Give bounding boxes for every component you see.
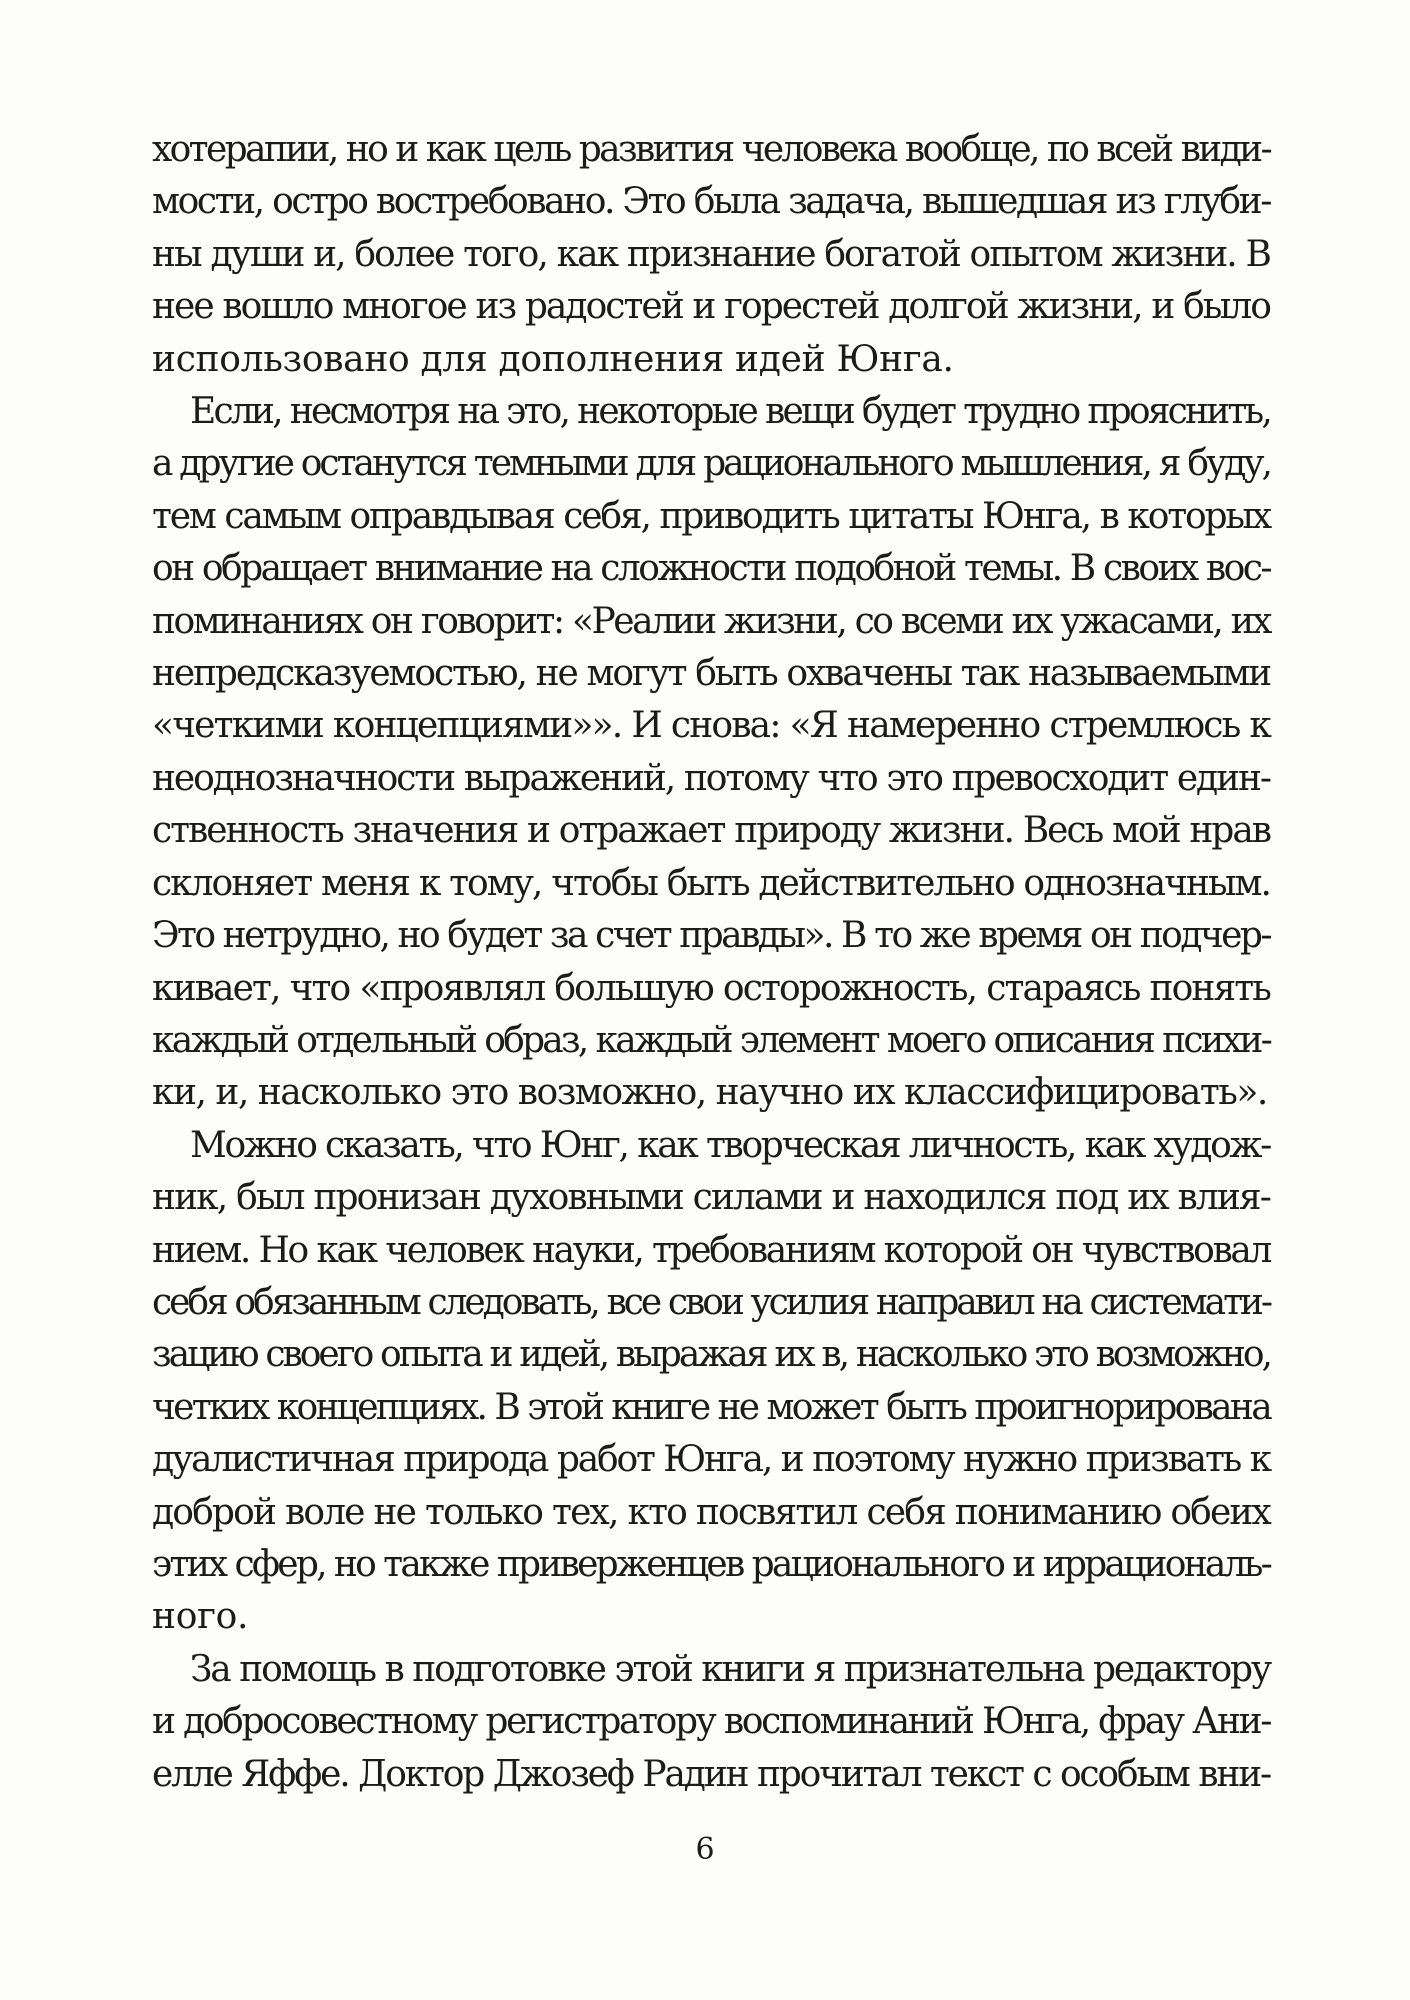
text-line: Если, несмотря на это, некоторые вещи будет трудно прояснить,	[190, 391, 1270, 433]
text-line: кивает, что «проявлял большую осторожность, стараясь понять	[152, 967, 1270, 1009]
text-line: поминаниях он говорит: «Реалии жизни, со всеми их ужасами, их	[152, 600, 1270, 642]
text-line: неоднозначности выражений, потому что это превосходит един-	[152, 757, 1270, 799]
text-line: ник, был пронизан духовными силами и находился под их влия-	[152, 1177, 1270, 1219]
text-line: непредсказуемостью, не могут быть охвачены так называемыми	[152, 653, 1270, 695]
text-line: склоняет меня к тому, чтобы быть действительно однозначным.	[152, 862, 1270, 904]
text-line: ственность значения и отражает природу жизни. Весь мой нрав	[152, 810, 1270, 852]
text-line: «четкими концепциями»». И снова: «Я намеренно стремлюсь к	[152, 705, 1270, 747]
text-line: четких концепциях. В этой книге не может быть проигнорирована	[152, 1386, 1270, 1428]
text-line: хотерапии, но и как цель развития человека вообще, по всей види-	[152, 129, 1270, 170]
text-line: этих сфер, но также приверженцев рационального и иррациональ-	[152, 1543, 1270, 1585]
text-line: ки, и, насколько это возможно, научно их классифицировать».	[152, 1072, 1267, 1114]
text-line: мости, остро востребовано. Это была задача, вышедшая из глуби-	[152, 181, 1270, 223]
text-line: использовано для дополнения идей Юнга.	[152, 338, 954, 380]
text-line: Можно сказать, что Юнг, как творческая личность, как худож-	[190, 1124, 1270, 1166]
page-number: 6	[695, 1832, 715, 1867]
text-line: доброй воле не только тех, кто посвятил себя пониманию обеих	[152, 1491, 1270, 1533]
text-line: зацию своего опыта и идей, выражая их в, насколько это возможно,	[152, 1334, 1270, 1376]
text-line: а другие останутся темными для рационального мышления, я буду,	[152, 443, 1270, 485]
text-line: ного.	[152, 1596, 249, 1638]
text-line: дуалистичная природа работ Юнга, и поэтому нужно призвать к	[152, 1439, 1270, 1481]
text-line: нее вошло многое из радостей и горестей долгой жизни, и было	[152, 286, 1270, 328]
text-line: себя обязанным следовать, все свои усилия направил на системати-	[152, 1281, 1270, 1323]
text-line: тем самым оправдывая себя, приводить цитаты Юнга, в которых	[152, 495, 1270, 537]
paragraph	[152, 124, 1270, 386]
text-line: он обращает внимание на сложности подобной темы. В своих вос-	[152, 548, 1270, 590]
paragraph	[152, 386, 1270, 1120]
text-line: елле Яффе. Доктор Джозеф Радин прочитал текст с особым вни-	[152, 1753, 1270, 1795]
text-line: Это нетрудно, но будет за счет правды». В то же время он подчер-	[152, 915, 1270, 957]
text-line: и добросовестному регистратору воспоминаний Юнга, фрау Ани-	[152, 1701, 1270, 1743]
text-line: За помощь в подготовке этой книги я признательна редактору	[190, 1648, 1270, 1690]
text-line: ны души и, более того, как признание богатой опытом жизни. В	[152, 233, 1270, 275]
body-text	[152, 124, 1270, 1801]
text-line: нием. Но как человек науки, требованиям которой он чувствовал	[152, 1229, 1270, 1271]
paragraph	[152, 1644, 1270, 1801]
text-line: каждый отдельный образ, каждый элемент моего описания психи-	[152, 1019, 1270, 1061]
paragraph	[152, 1120, 1270, 1644]
